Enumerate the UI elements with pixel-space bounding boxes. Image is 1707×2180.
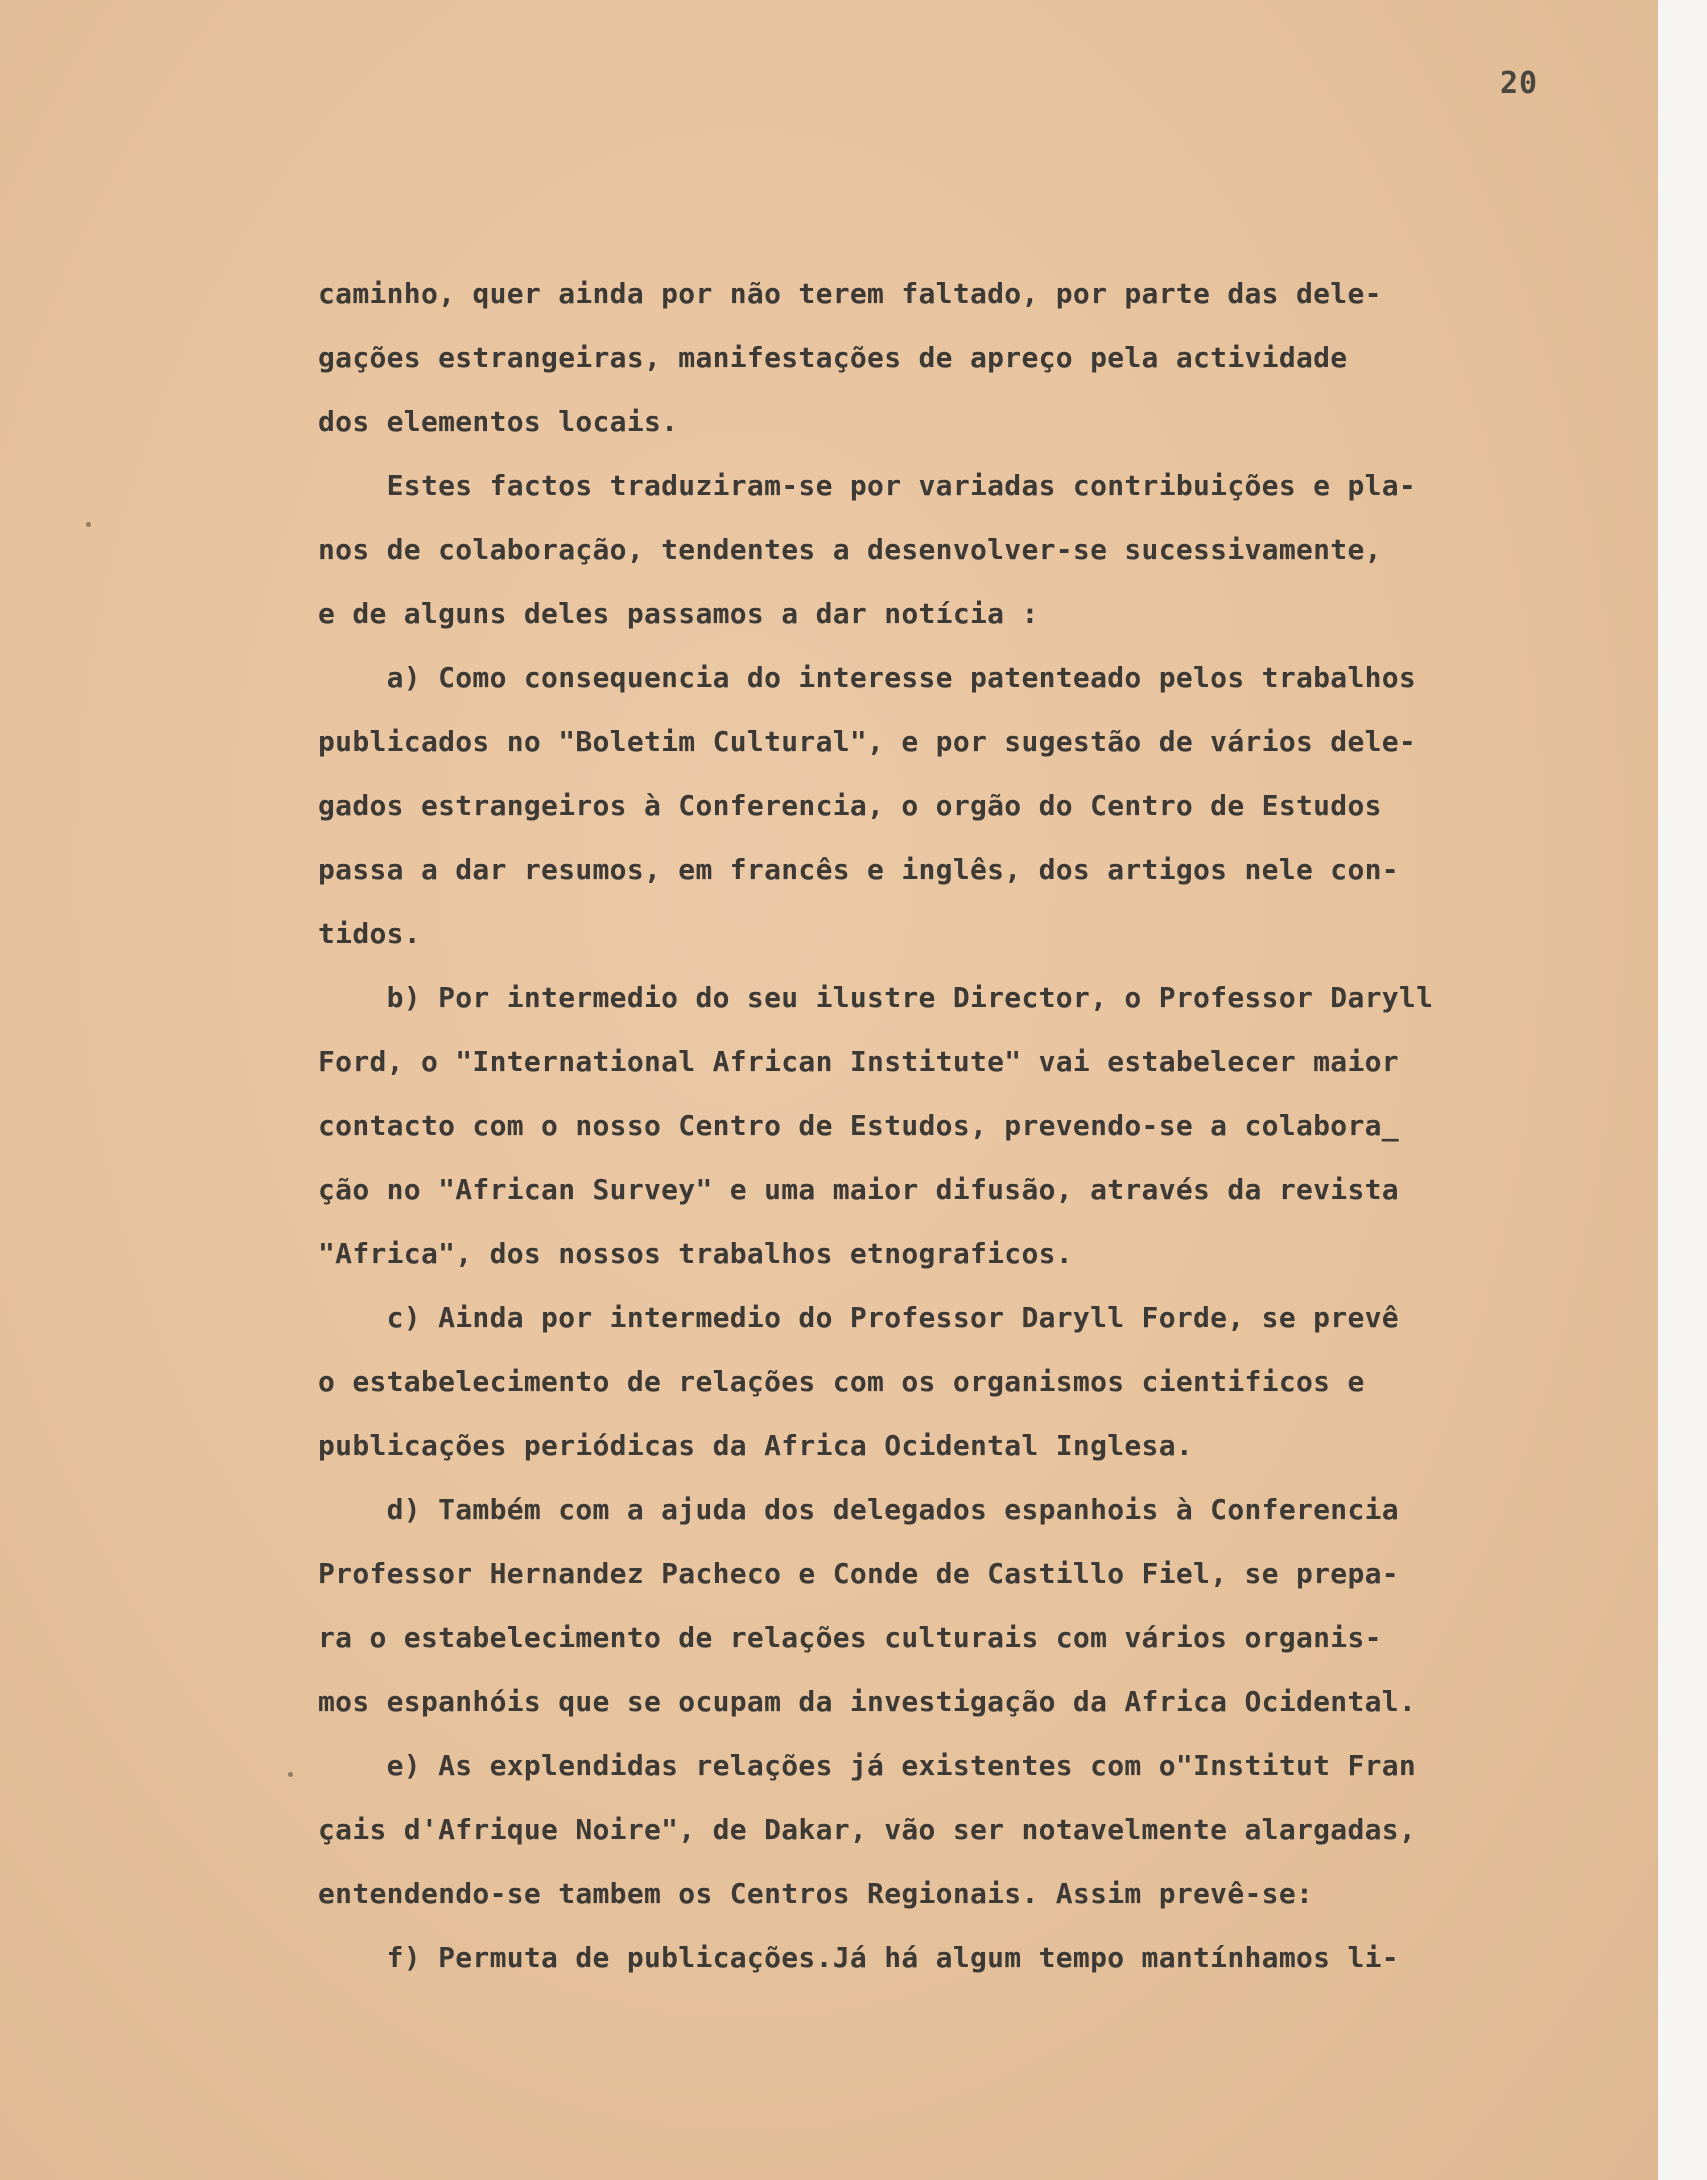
text-line: Professor Hernandez Pacheco e Conde de Castillo Fiel, se prepa- — [318, 1557, 1399, 1590]
text-line: nos de colaboração, tendentes a desenvolver-se sucessivamente, — [318, 533, 1382, 566]
text-line: contacto com o nosso Centro de Estudos, prevendo-se a colabora_ — [318, 1109, 1399, 1142]
page-number: 20 — [1500, 66, 1539, 101]
text-line: b) Por intermedio do seu ilustre Director, o Professor Daryll — [318, 981, 1434, 1014]
text-line: mos espanhóis que se ocupam da investigação da Africa Ocidental. — [318, 1685, 1417, 1718]
text-line: d) Também com a ajuda dos delegados espanhois à Conferencia — [318, 1493, 1399, 1526]
text-line: e de alguns deles passamos a dar notícia : — [318, 597, 1039, 630]
text-line: "Africa", dos nossos trabalhos etnograficos. — [318, 1237, 1073, 1270]
body-text — [318, 262, 1648, 1990]
text-line: e) As explendidas relações já existentes com o"Institut Fran — [318, 1749, 1417, 1782]
paper-speck — [288, 1772, 293, 1777]
text-line: f) Permuta de publicações.Já há algum tempo mantínhamos li- — [318, 1941, 1399, 1974]
text-line: Estes factos traduziram-se por variadas contribuições e pla- — [318, 469, 1417, 502]
text-line: publicações periódicas da Africa Ocidental Inglesa. — [318, 1429, 1194, 1462]
page-margin-background — [1658, 0, 1707, 2180]
text-line: passa a dar resumos, em francês e inglês, dos artigos nele con- — [318, 853, 1399, 886]
paper-speck — [86, 522, 91, 527]
text-line: a) Como consequencia do interesse patenteado pelos trabalhos — [318, 661, 1417, 694]
text-line: caminho, quer ainda por não terem faltado, por parte das dele- — [318, 277, 1382, 310]
text-line: ra o estabelecimento de relações culturais com vários organis- — [318, 1621, 1382, 1654]
text-line: entendendo-se tambem os Centros Regionais. Assim prevê-se: — [318, 1877, 1314, 1910]
text-line: gações estrangeiras, manifestações de apreço pela actividade — [318, 341, 1348, 374]
text-line: çais d'Afrique Noire", de Dakar, vão ser notavelmente alargadas, — [318, 1813, 1417, 1846]
text-line: gados estrangeiros à Conferencia, o orgão do Centro de Estudos — [318, 789, 1382, 822]
text-line: publicados no "Boletim Cultural", e por sugestão de vários dele- — [318, 725, 1417, 758]
text-line: c) Ainda por intermedio do Professor Daryll Forde, se prevê — [318, 1301, 1399, 1334]
text-line: o estabelecimento de relações com os organismos cientificos e — [318, 1365, 1365, 1398]
text-line: dos elementos locais. — [318, 405, 679, 438]
text-line: ção no "African Survey" e uma maior difusão, através da revista — [318, 1173, 1399, 1206]
text-line: Ford, o "International African Institute" vai estabelecer maior — [318, 1045, 1399, 1078]
text-line: tidos. — [318, 917, 421, 950]
